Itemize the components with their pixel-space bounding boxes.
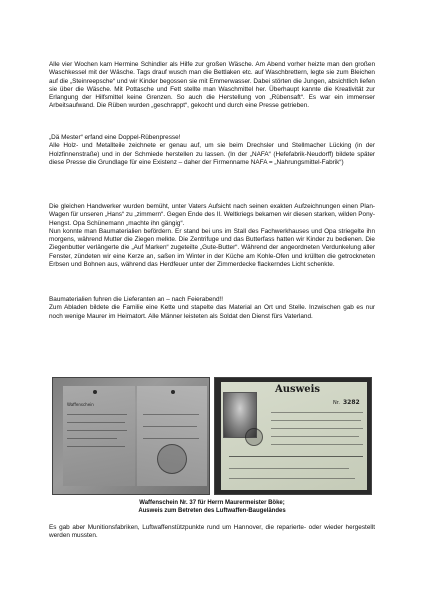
ausweis-photo — [214, 377, 372, 495]
left-document-page — [63, 386, 135, 486]
doc-line — [67, 446, 125, 447]
paragraph-wash-day — [49, 61, 375, 111]
waffenschein-heading: Waffenschein — [67, 402, 94, 407]
figure-documents — [52, 377, 372, 495]
caption-line-1: Waffenschein Nr. 37 für Herrn Maurermeister Böke; — [139, 500, 285, 506]
doc-line — [67, 438, 117, 439]
doc-line — [229, 456, 363, 457]
paragraph-text: „Dä Mester“ erfand eine Doppel-Rübenpresse! Alle Holz- und Metallteile zeichnete er genau auf, um sie beim Drechsler und Stellmacher Lücking (in der Holzfinnenstraße) und in der Schmiede herstellen zu lassen. (In der „NAFA“ (Hefefabrik-Neudorff) bildete später diese Presse die Grundlage für eine Existenz – daher der Firmenname NAFA = „Nahrungsmittel-Fabrik“) — [49, 134, 375, 166]
waffenschein-photo — [52, 377, 210, 495]
ausweis-number: 3282 — [343, 399, 360, 406]
paragraph-text: Es gab aber Munitionsfabriken, Luftwaffenstützpunkte rund um Hannover, die reparierte- oder wieder hergestellt werden mussten. — [49, 524, 375, 540]
doc-line — [271, 428, 363, 429]
paragraph-text: Die gleichen Handwerker wurden bemüht, unter Vaters Aufsicht nach seinen exakten Aufzeichnungen einen Plan-Wagen für unseren „Hans“ zu „zimmern“. Gegen Ende des II. Weltkriegs bekamen wir diesen starken, wilden Pony-Hengst. Opa Schünemann „machte ihn gängig“. Nun konnte man Baumaterialien befördern. Er stand bei uns im Stall des Fachwerkhauses und Opa striegelte ihn morgens, während Mutter die Ziegen melkte. Die Zentrifuge und das Butterfass hatten wir Kinder zu bedienen. Die Ziegenbutter verlängerte die „Auf Marken“ zugeteilte „Gute-Butter“. Während der angeordneten Verdunkelung aller Fenster, zündeten wir eine Kerze an, saßen im Winter in der Küche am Kohle-Ofen und krüllten die getrockneten Erbsen und Bohnen aus, während das Herdfeuer unter der Zimmerdecke flackerndes Licht schenkte. — [49, 203, 375, 269]
doc-line — [271, 420, 361, 421]
doc-line — [229, 478, 355, 479]
punch-hole — [93, 390, 97, 394]
ausweis-number-label: Nr. — [333, 400, 340, 406]
paragraph-text: Baumaterialien fuhren die Lieferanten an – nach Feierabend!! Zum Abladen bildete die Familie eine Kette und stapelte das Material an Ort und Stelle. Inzwischen gab es nur noch wenige Maurer im Heimatort. Alle Männer leisteten als Soldat den Dienst fürs Vaterland. — [49, 296, 375, 320]
doc-line — [271, 444, 363, 445]
paragraph-factories — [49, 524, 375, 541]
doc-line — [67, 414, 127, 415]
caption-line-2: Ausweis zum Betreten des Luftwaffen-Baugeländes — [138, 507, 286, 514]
official-stamp — [157, 444, 187, 474]
ausweis-stamp — [245, 428, 263, 446]
figure-caption — [52, 500, 372, 515]
paragraph-materials — [49, 296, 375, 321]
punch-hole — [171, 390, 175, 394]
paragraph-press — [49, 134, 375, 167]
paragraph-text: Alle vier Wochen kam Hermine Schindler als Hilfe zur großen Wäsche. Am Abend vorher heizte man den großen Waschkessel mit der Wäsche. Tags drauf wusch man die Bettlaken etc. auf Waschbrettern, legte sie zum Bleichen auf die „Steinreepsche“ und wir Kinder begossen sie mit Emmerwasser. Dabei störten die Jungen, absichtlich liefen sie über die Wäsche. Mit Pottasche und Fett stellte man Waschmittel her. Überhaupt kannte die Kreativität zur Erlangung der Hilfsmittel keine Grenzen. So auch die Herstellung von „Rübensaft“. Es war ein immenser Arbeitsaufwand. Die Rüben wurden „geschrappt“, gekocht und durch eine Presse getrieben. — [49, 61, 375, 110]
doc-line — [229, 468, 349, 469]
doc-line — [67, 430, 127, 431]
doc-line — [67, 422, 125, 423]
doc-line — [143, 438, 199, 439]
doc-line — [143, 426, 197, 427]
doc-line — [271, 412, 363, 413]
doc-line — [143, 414, 199, 415]
doc-line — [271, 436, 359, 437]
paragraph-wagon — [49, 203, 375, 269]
ausweis-heading: Ausweis — [275, 384, 321, 395]
